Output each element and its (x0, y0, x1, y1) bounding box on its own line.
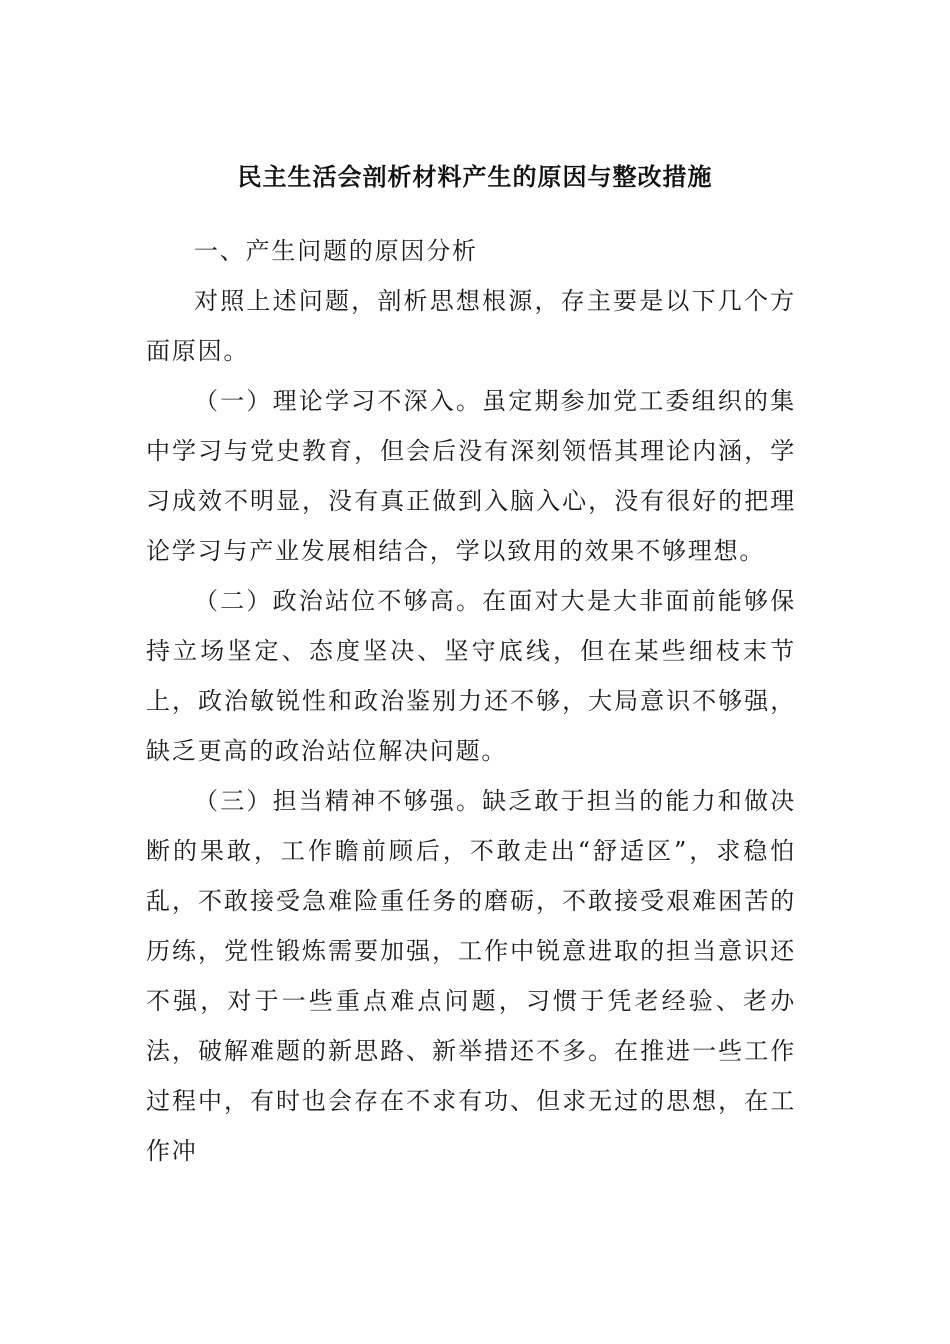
document-title: 民主生活会剖析材料产生的原因与整改措施 (237, 162, 713, 191)
paragraph-theory-study: （一）理论学习不深入。虽定期参加党工委组织的集中学习与党史教育，但会后没有深刻领悟其理论内涵，学习成效不明显，没有真正做到入脑入心，没有很好的把理论学习与产业发展相结合，学以致用的效果不够理想。 (146, 387, 796, 565)
paragraph-intro: 对照上述问题，剖析思想根源，存主要是以下几个方面原因。 (146, 287, 796, 365)
paragraph-political-stance: （二）政治站位不够高。在面对大是大非面前能够保持立场坚定、态度坚决、坚守底线，但在某些细枝末节上，政治敏锐性和政治鉴别力还不够，大局意识不够强，缺乏更高的政治站位解决问题。 (146, 587, 796, 765)
paragraph-responsibility: （三）担当精神不够强。缺乏敢于担当的能力和做决断的果敢，工作瞻前顾后，不敢走出“舒适区”，求稳怕乱，不敢接受急难险重任务的磨砺，不敢接受艰难困苦的历练，党性锻炼需要加强，工作中锐意进取的担当意识还不强，对于一些重点难点问题，习惯于凭老经验、老办法，破解难题的新思路、新举措还不多。在推进一些工作过程中，有时也会存在不求有功、但求无过的思想，在工作冲 (146, 787, 796, 1165)
section-heading: 一、产生问题的原因分析 (194, 237, 478, 265)
document-body (146, 226, 796, 1176)
